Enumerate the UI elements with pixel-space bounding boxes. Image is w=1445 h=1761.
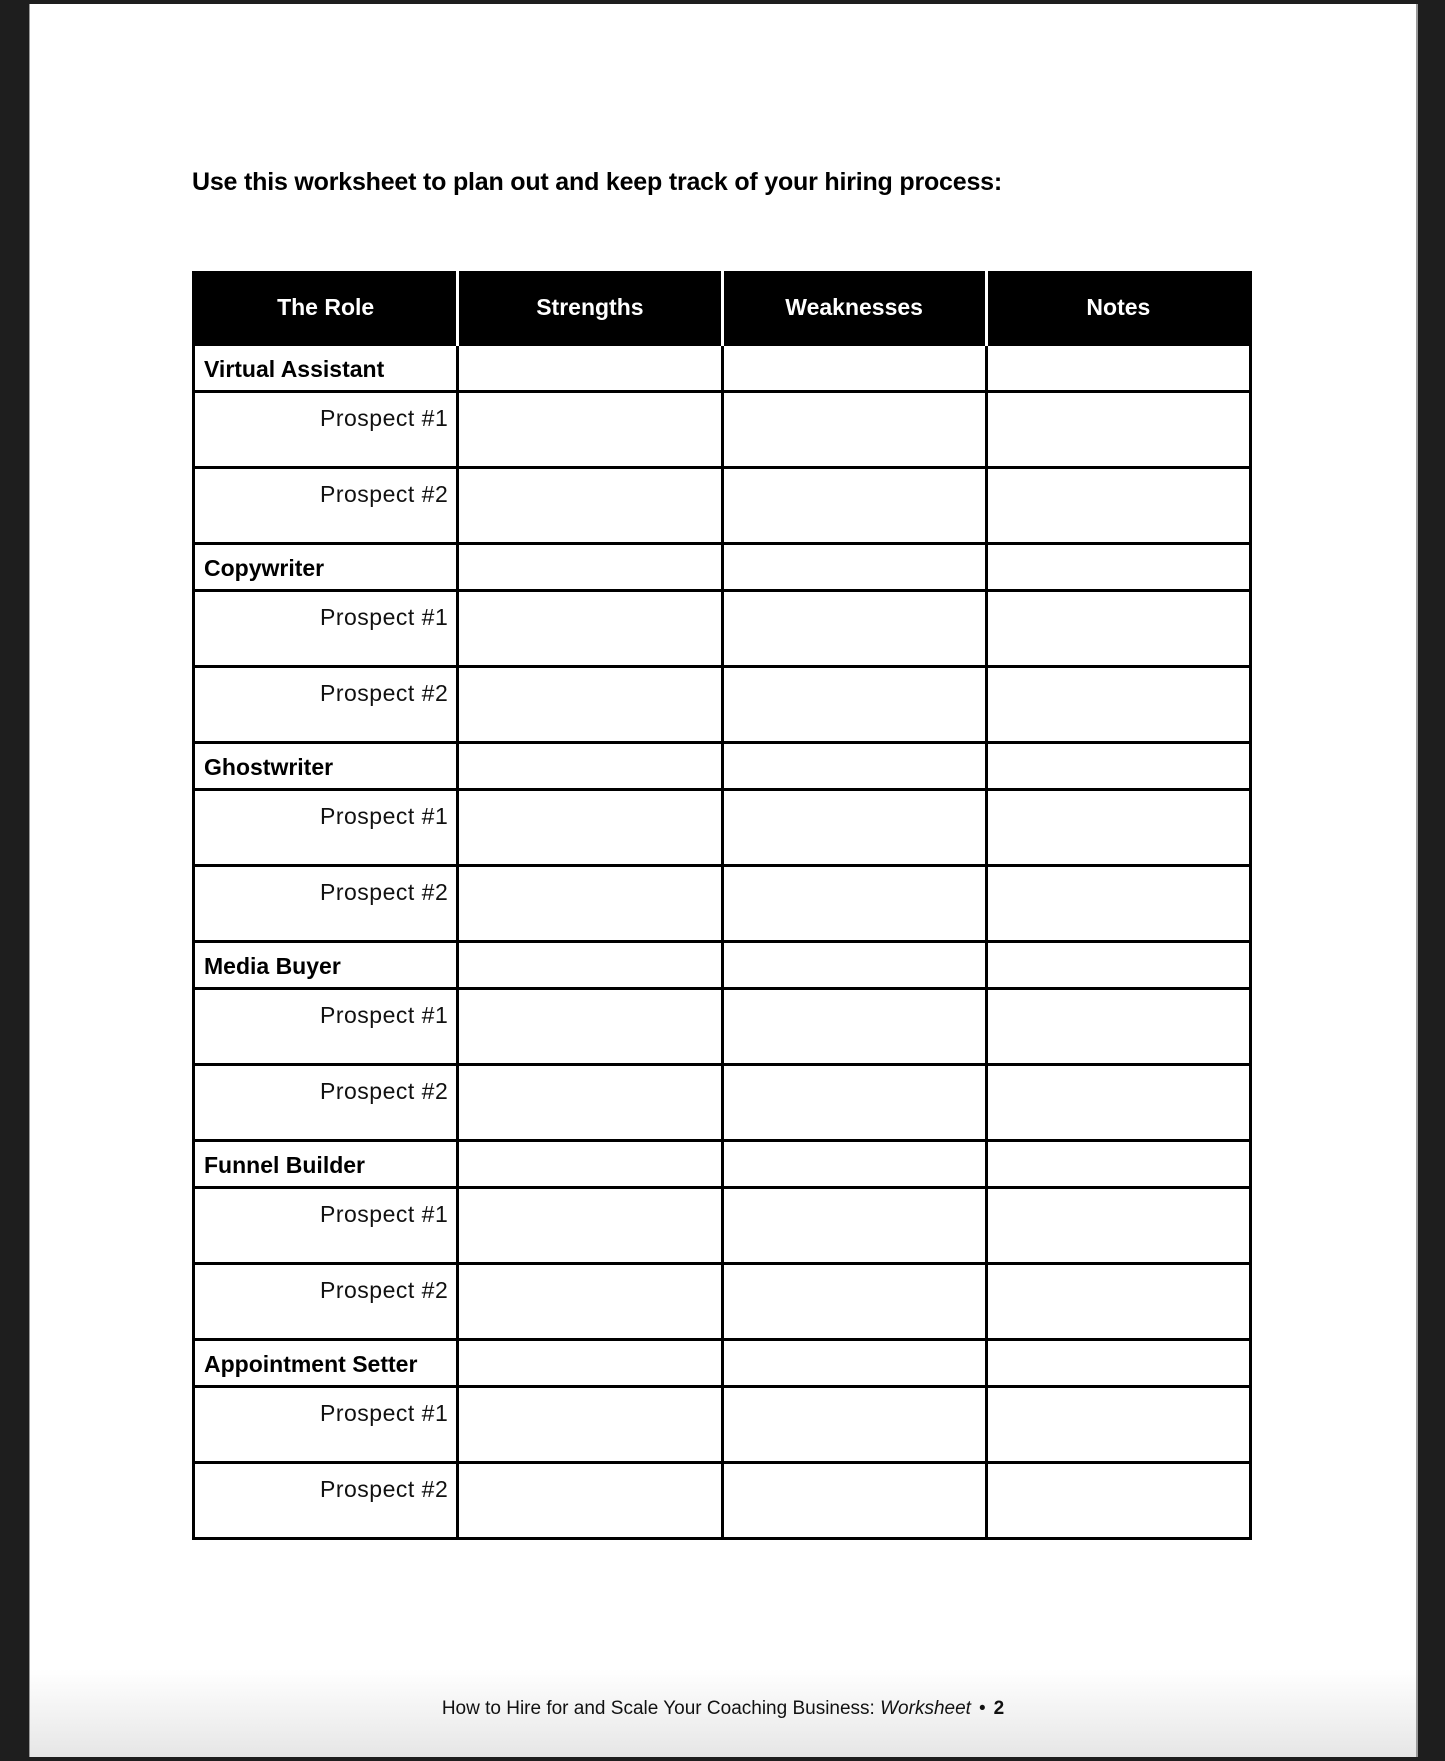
strengths-cell[interactable] [458,942,722,989]
prospect-row [194,591,1251,667]
prospect-cell [194,989,458,1065]
notes-cell[interactable] [986,1264,1250,1340]
footer-separator: • [978,1698,986,1719]
page-number: 2 [993,1698,1005,1719]
notes-cell[interactable] [986,591,1250,667]
weaknesses-cell[interactable] [722,1387,986,1463]
weaknesses-cell[interactable] [722,1340,986,1387]
role-cell [194,1141,458,1188]
prospect-row [194,392,1251,468]
prospect-row [194,1387,1251,1463]
notes-cell[interactable] [986,468,1250,544]
weaknesses-cell[interactable] [722,392,986,468]
notes-cell[interactable] [986,667,1250,743]
role-row [194,544,1251,591]
role-cell [194,942,458,989]
strengths-cell[interactable] [458,667,722,743]
footer-title: How to Hire for and Scale Your Coaching Business: [441,1698,881,1719]
strengths-cell[interactable] [458,544,722,591]
table-header-row [194,271,1251,345]
strengths-cell[interactable] [458,1188,722,1264]
notes-cell[interactable] [986,866,1250,942]
prospect-label: Prospect #1 [320,1002,449,1028]
notes-cell[interactable] [986,790,1250,866]
notes-cell[interactable] [986,1340,1250,1387]
role-label: Funnel Builder [204,1152,365,1178]
prospect-row [194,866,1251,942]
strengths-cell[interactable] [458,392,722,468]
weaknesses-cell[interactable] [722,1188,986,1264]
role-cell [194,345,458,392]
role-row [194,345,1251,392]
role-row [194,1141,1251,1188]
prospect-label: Prospect #1 [320,604,449,630]
prospect-label: Prospect #2 [320,1476,449,1502]
role-label: Copywriter [204,555,325,581]
prospect-label: Prospect #1 [320,1400,449,1426]
header-notes: Notes [986,271,1250,345]
prospect-row [194,989,1251,1065]
prospect-cell [194,1264,458,1340]
strengths-cell[interactable] [458,1340,722,1387]
strengths-cell[interactable] [458,1141,722,1188]
prospect-label: Prospect #2 [320,879,449,905]
strengths-cell[interactable] [458,989,722,1065]
notes-cell[interactable] [986,345,1250,392]
prospect-row [194,790,1251,866]
prospect-row [194,1264,1251,1340]
prospect-row [194,1065,1251,1141]
role-label: Media Buyer [204,953,341,979]
prospect-cell [194,790,458,866]
weaknesses-cell[interactable] [722,790,986,866]
strengths-cell[interactable] [458,1387,722,1463]
prospect-row [194,1463,1251,1539]
role-cell [194,1340,458,1387]
notes-cell[interactable] [986,1463,1250,1539]
strengths-cell[interactable] [458,468,722,544]
weaknesses-cell[interactable] [722,345,986,392]
role-label: Virtual Assistant [204,356,385,382]
role-label: Appointment Setter [204,1351,418,1377]
prospect-cell [194,468,458,544]
prospect-cell [194,591,458,667]
prospect-label: Prospect #2 [320,1078,449,1104]
role-label: Ghostwriter [204,754,334,780]
prospect-label: Prospect #2 [320,1277,449,1303]
prospect-cell [194,1188,458,1264]
header-the-role: The Role [194,271,458,345]
prospect-label: Prospect #1 [320,803,449,829]
notes-cell[interactable] [986,544,1250,591]
prospect-cell [194,1463,458,1539]
weaknesses-cell[interactable] [722,1065,986,1141]
prospect-label: Prospect #2 [320,481,449,507]
prospect-label: Prospect #1 [320,405,449,431]
notes-cell[interactable] [986,743,1250,790]
weaknesses-cell[interactable] [722,1264,986,1340]
header-strengths: Strengths [458,271,722,345]
weaknesses-cell[interactable] [722,667,986,743]
strengths-cell[interactable] [458,345,722,392]
notes-cell[interactable] [986,1387,1250,1463]
weaknesses-cell[interactable] [722,544,986,591]
strengths-cell[interactable] [458,743,722,790]
role-cell [194,743,458,790]
weaknesses-cell[interactable] [722,866,986,942]
weaknesses-cell[interactable] [722,468,986,544]
weaknesses-cell[interactable] [722,942,986,989]
prospect-cell [194,1387,458,1463]
prospect-cell [194,1065,458,1141]
worksheet-instructions: Use this worksheet to plan out and keep track of your hiring process: [192,168,1002,196]
role-row [194,743,1251,790]
strengths-cell[interactable] [458,591,722,667]
role-cell [194,544,458,591]
notes-cell[interactable] [986,1141,1250,1188]
strengths-cell[interactable] [458,1463,722,1539]
weaknesses-cell[interactable] [722,1463,986,1539]
prospect-row [194,468,1251,544]
notes-cell[interactable] [986,942,1250,989]
prospect-label: Prospect #2 [320,680,449,706]
notes-cell[interactable] [986,392,1250,468]
footer-italic: Worksheet [880,1698,971,1719]
prospect-cell [194,866,458,942]
strengths-cell[interactable] [458,1065,722,1141]
weaknesses-cell[interactable] [722,989,986,1065]
notes-cell[interactable] [986,1188,1250,1264]
weaknesses-cell[interactable] [722,1141,986,1188]
prospect-cell [194,667,458,743]
prospect-label: Prospect #1 [320,1201,449,1227]
weaknesses-cell[interactable] [722,743,986,790]
page-footer [30,1698,1416,1720]
strengths-cell[interactable] [458,1264,722,1340]
header-weaknesses: Weaknesses [722,271,986,345]
notes-cell[interactable] [986,989,1250,1065]
strengths-cell[interactable] [458,866,722,942]
weaknesses-cell[interactable] [722,591,986,667]
prospect-row [194,667,1251,743]
document-page [29,4,1418,1757]
role-row [194,1340,1251,1387]
role-row [194,942,1251,989]
hiring-worksheet-table [192,271,1252,1540]
prospect-cell [194,392,458,468]
strengths-cell[interactable] [458,790,722,866]
prospect-row [194,1188,1251,1264]
notes-cell[interactable] [986,1065,1250,1141]
